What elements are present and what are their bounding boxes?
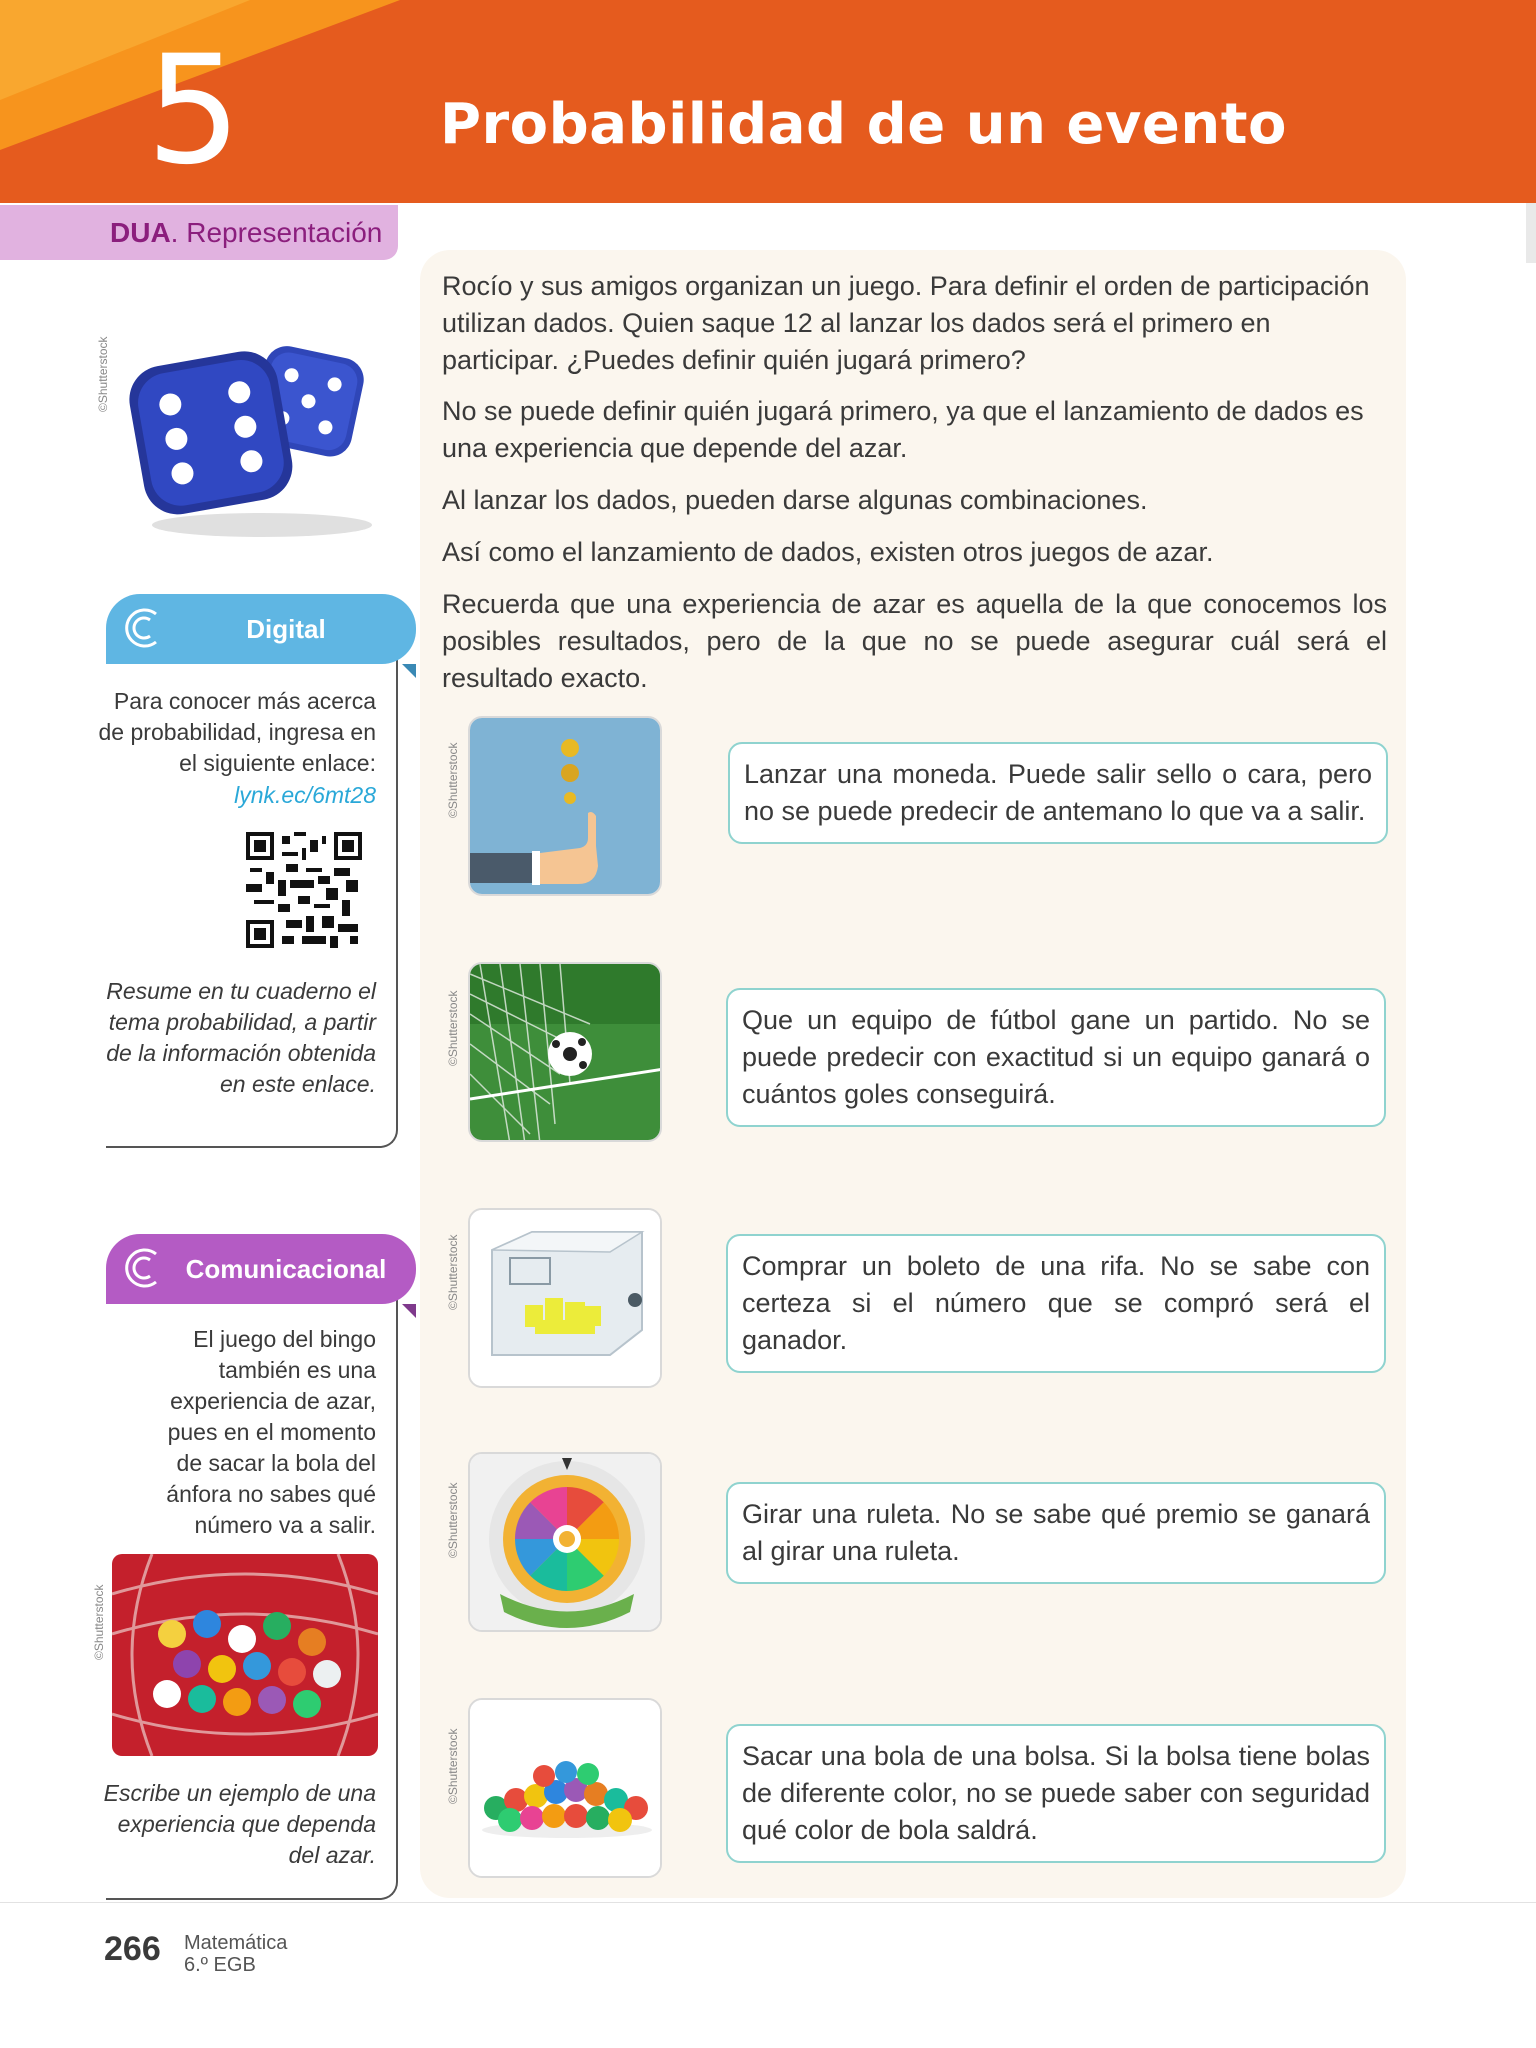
example-image-raffle xyxy=(468,1208,662,1388)
example-caption-coin: Lanzar una moneda. Puede salir sello o cara, pero no se puede predecir de antemano lo que va a salir. xyxy=(728,742,1388,844)
footer-divider xyxy=(0,1902,1536,1903)
definition-paragraph: Recuerda que una experiencia de azar es aquella de la que conocemos los posibles resultados, pero de la que no se puede asegurar cuál será el resultado exacto. xyxy=(442,589,1387,693)
soccer-goal-image xyxy=(470,964,662,1142)
photo-credit: ©Shutterstock xyxy=(446,1234,460,1310)
colored-balls-image xyxy=(470,1700,662,1878)
dice-image xyxy=(112,330,392,540)
photo-credit: ©Shutterstock xyxy=(446,742,460,818)
digital-tab-notch xyxy=(402,664,416,678)
photo-credit: ©Shutterstock xyxy=(446,1728,460,1804)
example-image-balls xyxy=(468,1698,662,1878)
page-edge-decoration xyxy=(1526,203,1536,263)
qr-code-icon[interactable] xyxy=(246,832,362,948)
digital-link[interactable]: lynk.ec/6mt28 xyxy=(234,782,376,808)
example-image-coin xyxy=(468,716,662,896)
example-image-wheel xyxy=(468,1452,662,1632)
photo-credit: ©Shutterstock xyxy=(96,336,110,412)
raffle-box-image xyxy=(470,1210,662,1388)
digital-tab-label: Digital xyxy=(246,614,326,644)
subject-name: Matemática xyxy=(184,1932,288,1954)
unit-number: 5 xyxy=(146,24,242,198)
page-number: 266 xyxy=(104,1930,161,1968)
example-caption-soccer: Que un equipo de fútbol gane un partido. No se puede predecir con exactitud si un equipo ganará o cuántos goles conseguirá. xyxy=(726,988,1386,1127)
comunicacional-tab xyxy=(106,1234,416,1304)
example-caption-wheel: Girar una ruleta. No se sabe qué premio se ganará al girar una ruleta. xyxy=(726,1482,1386,1584)
other-games-paragraph: Así como el lanzamiento de dados, existen otros juegos de azar. xyxy=(442,537,1214,567)
digital-tab xyxy=(106,594,416,664)
example-image-soccer xyxy=(468,962,662,1142)
digital-activity: Resume en tu cuaderno el tema probabilidad, a partir de la información obtenida en este enlace. xyxy=(106,978,376,1097)
answer-paragraph: No se puede definir quién jugará primero, ya que el lanzamiento de dados es una experiencia que depende del azar. xyxy=(442,396,1364,463)
photo-credit: ©Shutterstock xyxy=(446,990,460,1066)
comunicacional-tab-notch xyxy=(402,1304,416,1318)
example-caption-balls: Sacar una bola de una bolsa. Si la bolsa tiene bolas de diferente color, no se puede saber con seguridad qué color de bola saldrá. xyxy=(726,1724,1386,1863)
bingo-balls-image xyxy=(112,1554,378,1756)
intro-paragraph: Rocío y sus amigos organizan un juego. Para definir el orden de participación utilizan dados. Quien saque 12 al lanzar los dados será el primero en participar. ¿Puedes definir quién jugará primero? xyxy=(442,271,1370,375)
combinations-paragraph: Al lanzar los dados, pueden darse algunas combinaciones. xyxy=(442,485,1148,515)
footer-subject xyxy=(184,1932,287,1976)
example-caption-raffle: Comprar un boleto de una rifa. No se sabe con certeza si el número que se compró será el ganador. xyxy=(726,1234,1386,1373)
dua-label-rest: . Representación xyxy=(170,217,383,248)
digital-text: Para conocer más acerca de probabilidad, ingresa en el siguiente enlace: xyxy=(98,688,376,776)
coin-flip-image xyxy=(470,718,662,896)
prize-wheel-image xyxy=(470,1454,662,1632)
photo-credit: ©Shutterstock xyxy=(92,1584,106,1660)
comunicacional-tab-label: Comunicacional xyxy=(185,1254,387,1284)
page-title: Probabilidad de un evento xyxy=(440,92,1288,157)
page-header xyxy=(0,0,1536,203)
comunicacional-text: El juego del bingo también es una experiencia de azar, pues en el momento de sacar la bola del ánfora no sabes qué número va a salir. xyxy=(166,1326,376,1538)
dua-label xyxy=(110,217,382,249)
grade-level: 6.º EGB xyxy=(184,1954,256,1976)
dua-label-bold: DUA xyxy=(110,217,171,248)
comunicacional-activity: Escribe un ejemplo de una experiencia que dependa del azar. xyxy=(103,1780,376,1868)
photo-credit: ©Shutterstock xyxy=(446,1482,460,1558)
